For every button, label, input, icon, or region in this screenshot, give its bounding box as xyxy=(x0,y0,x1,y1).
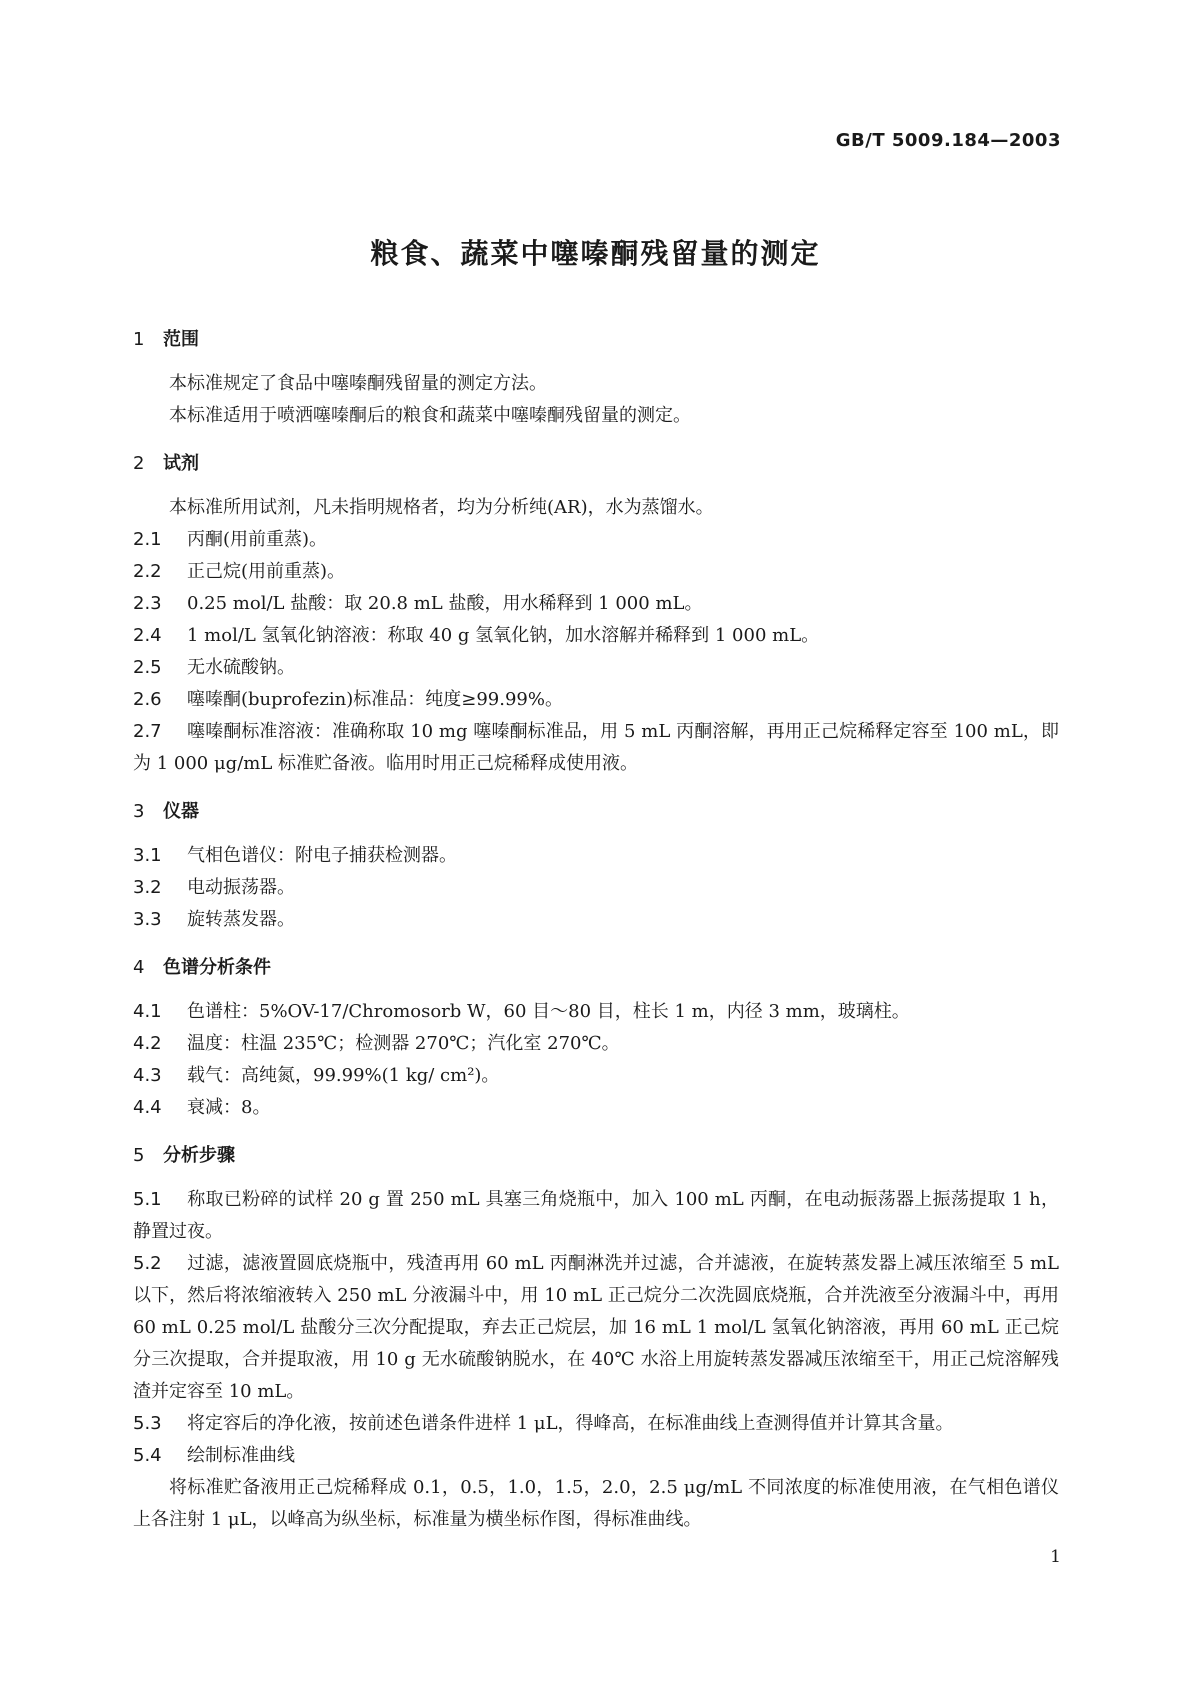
clause-text: 丙酮(用前重蒸)。 xyxy=(187,529,328,550)
clause-text: 噻嗪酮(buprofezin)标准品：纯度≥99.99%。 xyxy=(187,689,563,710)
section-heading-procedure xyxy=(133,1140,1059,1172)
section-heading-chromatography xyxy=(133,952,1059,984)
clause-item xyxy=(133,524,1059,556)
clause-text: 旋转蒸发器。 xyxy=(187,909,295,930)
clause-item xyxy=(133,1440,1059,1472)
clause-item xyxy=(133,620,1059,652)
page-number: 1 xyxy=(1050,1547,1061,1567)
section-number: 5 xyxy=(133,1145,145,1166)
clause-number: 3.1 xyxy=(133,845,162,866)
document-title: 粮食、蔬菜中噻嗪酮残留量的测定 xyxy=(370,237,821,270)
clause-text: 温度：柱温 235℃；检测器 270℃；汽化室 270℃。 xyxy=(187,1033,620,1054)
clause-text: 称取已粉碎的试样 20 g 置 250 mL 具塞三角烧瓶中，加入 100 mL 丙酮，在电动振荡器上振荡提取 1 h，静置过夜。 xyxy=(133,1189,1059,1242)
clause-number: 5.4 xyxy=(133,1445,162,1466)
clause-number: 4.4 xyxy=(133,1097,162,1118)
clause-item xyxy=(133,904,1059,936)
clause-item xyxy=(133,716,1059,780)
clause-item xyxy=(133,1060,1059,1092)
clause-item xyxy=(133,1184,1059,1248)
clause-item xyxy=(133,652,1059,684)
paragraph: 本标准适用于喷洒噻嗪酮后的粮食和蔬菜中噻嗪酮残留量的测定。 xyxy=(169,405,691,426)
clause-item xyxy=(133,1248,1059,1408)
clause-number: 5.2 xyxy=(133,1253,162,1274)
clause-item xyxy=(133,996,1059,1028)
clause-text: 正己烷(用前重蒸)。 xyxy=(187,561,346,582)
paragraph: 本标准所用试剂，凡未指明规格者，均为分析纯(AR)，水为蒸馏水。 xyxy=(169,497,714,518)
clause-number: 3.3 xyxy=(133,909,162,930)
clause-text: 1 mol/L 氢氧化钠溶液：称取 40 g 氢氧化钠，加水溶解并稀释到 1 000 mL。 xyxy=(187,625,820,646)
clause-number: 4.3 xyxy=(133,1065,162,1086)
section-heading-scope xyxy=(133,324,1059,356)
section-number: 3 xyxy=(133,801,145,822)
clause-number: 2.3 xyxy=(133,593,162,614)
paragraph: 将标准贮备液用正己烷稀释成 0.1，0.5，1.0，1.5，2.0，2.5 μg/mL 不同浓度的标准使用液，在气相色谱仪上各注射 1 μL，以峰高为纵坐标，标准量为横坐标作图，得标准曲线。 xyxy=(133,1477,1059,1530)
section-title: 范围 xyxy=(163,329,199,350)
document-body xyxy=(133,324,1059,1536)
clause-number: 5.1 xyxy=(133,1189,162,1210)
clause-number: 2.6 xyxy=(133,689,162,710)
clause-text: 0.25 mol/L 盐酸：取 20.8 mL 盐酸，用水稀释到 1 000 mL。 xyxy=(187,593,703,614)
clause-text: 载气：高纯氮，99.99%(1 kg/ cm²)。 xyxy=(187,1065,500,1086)
section-number: 4 xyxy=(133,957,145,978)
section-title: 试剂 xyxy=(163,453,199,474)
clause-item xyxy=(133,556,1059,588)
clause-item xyxy=(133,1408,1059,1440)
section-title: 仪器 xyxy=(163,801,199,822)
clause-item xyxy=(133,1028,1059,1060)
section-title: 色谱分析条件 xyxy=(163,957,271,978)
clause-item xyxy=(133,588,1059,620)
section-number: 1 xyxy=(133,329,145,350)
clause-item xyxy=(133,684,1059,716)
clause-number: 3.2 xyxy=(133,877,162,898)
clause-number: 2.2 xyxy=(133,561,162,582)
clause-text: 色谱柱：5%OV-17/Chromosorb W，60 目～80 目，柱长 1 m，内径 3 mm，玻璃柱。 xyxy=(187,1001,910,1022)
clause-number: 5.3 xyxy=(133,1413,162,1434)
paragraph: 本标准规定了食品中噻嗪酮残留量的测定方法。 xyxy=(169,373,547,394)
section-title: 分析步骤 xyxy=(163,1145,235,1166)
section-heading-reagents xyxy=(133,448,1059,480)
clause-number: 4.2 xyxy=(133,1033,162,1054)
clause-item xyxy=(133,1092,1059,1124)
clause-number: 4.1 xyxy=(133,1001,162,1022)
clause-text: 过滤，滤液置圆底烧瓶中，残渣再用 60 mL 丙酮淋洗并过滤，合并滤液，在旋转蒸发器上减压浓缩至 5 mL 以下，然后将浓缩液转入 250 mL 分液漏斗中，用 10 mL 正己烷分二次洗圆底烧瓶，合并洗液至分液漏斗中，再用 60 mL 0.25 mol/L 盐酸分三次分配提取，弃去正己烷层，加 16 mL 1 mol/L 氢氧化钠溶液，再用 60 mL 正己烷分三次提取，合并提取液，用 10 g 无水硫酸钠脱水，在 40℃ 水浴上用旋转蒸发器减压浓缩至干，用正己烷溶解残渣并定容至 10 mL。 xyxy=(133,1253,1059,1402)
section-number: 2 xyxy=(133,453,145,474)
clause-number: 2.4 xyxy=(133,625,162,646)
section-heading-apparatus xyxy=(133,796,1059,828)
clause-text: 气相色谱仪：附电子捕获检测器。 xyxy=(187,845,457,866)
clause-item xyxy=(133,872,1059,904)
standard-code: GB/T 5009.184—2003 xyxy=(835,130,1061,151)
clause-number: 2.7 xyxy=(133,721,162,742)
clause-text: 衰减：8。 xyxy=(187,1097,271,1118)
clause-number: 2.5 xyxy=(133,657,162,678)
clause-text: 绘制标准曲线 xyxy=(187,1445,295,1466)
clause-item xyxy=(133,840,1059,872)
clause-text: 电动振荡器。 xyxy=(187,877,295,898)
clause-text: 将定容后的净化液，按前述色谱条件进样 1 μL，得峰高，在标准曲线上查测得值并计算其含量。 xyxy=(187,1413,954,1434)
clause-number: 2.1 xyxy=(133,529,162,550)
clause-text: 无水硫酸钠。 xyxy=(187,657,295,678)
clause-text: 噻嗪酮标准溶液：准确称取 10 mg 噻嗪酮标准品，用 5 mL 丙酮溶解，再用正己烷稀释定容至 100 mL，即为 1 000 μg/mL 标准贮备液。临用时用正己烷稀释成使用液。 xyxy=(133,721,1059,774)
